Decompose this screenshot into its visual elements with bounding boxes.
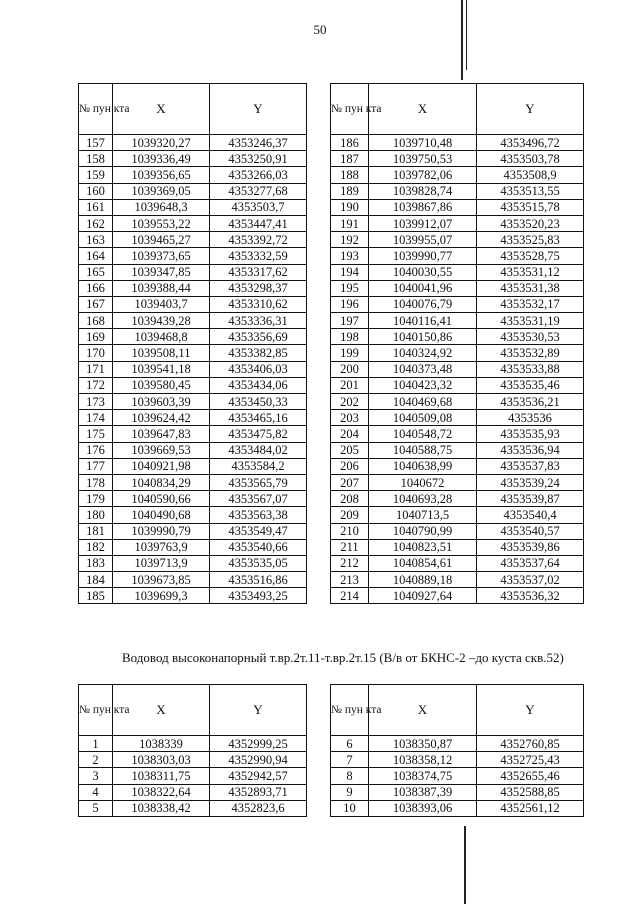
table-row [79, 507, 307, 523]
y-coordinate-cell: 4352561,12 [477, 800, 584, 816]
table-row [331, 377, 584, 393]
y-coordinate-cell: 4353528,75 [477, 248, 584, 264]
y-coordinate-cell: 4352823,6 [210, 800, 307, 816]
table-row [331, 572, 584, 588]
table-row [79, 458, 307, 474]
x-coordinate-cell: 1039990,79 [113, 523, 210, 539]
point-number-cell: 207 [331, 474, 369, 490]
point-number-cell: 179 [79, 491, 113, 507]
y-coordinate-cell: 4353584,2 [210, 458, 307, 474]
table-row [79, 248, 307, 264]
point-number-cell: 169 [79, 329, 113, 345]
point-number-cell: 8 [331, 768, 369, 784]
table-row [331, 264, 584, 280]
table-row [331, 474, 584, 490]
table-row [79, 135, 307, 151]
coordinates-table-2 [330, 83, 584, 604]
table-row [79, 572, 307, 588]
x-coordinate-cell: 1040041,96 [369, 280, 477, 296]
point-number-cell: 184 [79, 572, 113, 588]
x-coordinate-cell: 1040638,99 [369, 458, 477, 474]
x-coordinate-cell: 1039356,65 [113, 167, 210, 183]
table-row [331, 539, 584, 555]
x-coordinate-cell: 1040693,28 [369, 491, 477, 507]
point-number-cell: 178 [79, 474, 113, 490]
x-coordinate-cell: 1039580,45 [113, 377, 210, 393]
point-number-cell: 214 [331, 588, 369, 604]
table-row [79, 264, 307, 280]
x-coordinate-cell: 1039603,39 [113, 394, 210, 410]
x-coordinate-cell: 1038387,39 [369, 784, 477, 800]
header-point-number: № пун кта [331, 84, 369, 135]
y-coordinate-cell: 4353533,88 [477, 361, 584, 377]
header-y: Y [477, 685, 584, 736]
x-coordinate-cell: 1039373,65 [113, 248, 210, 264]
y-coordinate-cell: 4353539,87 [477, 491, 584, 507]
table-row [331, 135, 584, 151]
y-coordinate-cell: 4353298,37 [210, 280, 307, 296]
point-number-cell: 208 [331, 491, 369, 507]
coordinates-table-3 [78, 684, 307, 817]
x-coordinate-cell: 1040927,64 [369, 588, 477, 604]
table-row [331, 232, 584, 248]
x-coordinate-cell: 1040889,18 [369, 572, 477, 588]
header-y: Y [210, 685, 307, 736]
point-number-cell: 182 [79, 539, 113, 555]
y-coordinate-cell: 4353535,93 [477, 426, 584, 442]
x-coordinate-cell: 1040423,32 [369, 377, 477, 393]
point-number-cell: 176 [79, 442, 113, 458]
y-coordinate-cell: 4352725,43 [477, 752, 584, 768]
point-number-cell: 205 [331, 442, 369, 458]
y-coordinate-cell: 4353493,25 [210, 588, 307, 604]
y-coordinate-cell: 4353532,89 [477, 345, 584, 361]
y-coordinate-cell: 4353531,12 [477, 264, 584, 280]
binding-line [464, 826, 466, 904]
page-number: 50 [313, 22, 327, 37]
y-coordinate-cell: 4353549,47 [210, 523, 307, 539]
point-number-cell: 157 [79, 135, 113, 151]
x-coordinate-cell: 1040076,79 [369, 296, 477, 312]
y-coordinate-cell: 4353535,46 [477, 377, 584, 393]
y-coordinate-cell: 4353567,07 [210, 491, 307, 507]
x-coordinate-cell: 1039673,85 [113, 572, 210, 588]
header-x: X [369, 84, 477, 135]
point-number-cell: 7 [331, 752, 369, 768]
point-number-cell: 199 [331, 345, 369, 361]
point-number-cell: 195 [331, 280, 369, 296]
x-coordinate-cell: 1040324,92 [369, 345, 477, 361]
header-x: X [113, 685, 210, 736]
table-row [331, 458, 584, 474]
x-coordinate-cell: 1040790,99 [369, 523, 477, 539]
table-row [331, 394, 584, 410]
y-coordinate-cell: 4353465,16 [210, 410, 307, 426]
x-coordinate-cell: 1039990,77 [369, 248, 477, 264]
point-number-cell: 6 [331, 736, 369, 752]
x-coordinate-cell: 1039508,11 [113, 345, 210, 361]
x-coordinate-cell: 1040150,86 [369, 329, 477, 345]
y-coordinate-cell: 4353356,69 [210, 329, 307, 345]
point-number-cell: 185 [79, 588, 113, 604]
x-coordinate-cell: 1038322,64 [113, 784, 210, 800]
y-coordinate-cell: 4353563,38 [210, 507, 307, 523]
header-point-number: № пун кта [79, 84, 113, 135]
table-row [331, 442, 584, 458]
x-coordinate-cell: 1039465,27 [113, 232, 210, 248]
point-number-cell: 193 [331, 248, 369, 264]
point-number-cell: 166 [79, 280, 113, 296]
y-coordinate-cell: 4353250,91 [210, 151, 307, 167]
x-coordinate-cell: 1039699,3 [113, 588, 210, 604]
y-coordinate-cell: 4353516,86 [210, 572, 307, 588]
y-coordinate-cell: 4353536,94 [477, 442, 584, 458]
point-number-cell: 173 [79, 394, 113, 410]
y-coordinate-cell: 4353531,19 [477, 313, 584, 329]
point-number-cell: 5 [79, 800, 113, 816]
table-row [79, 736, 307, 752]
y-coordinate-cell: 4353450,33 [210, 394, 307, 410]
point-number-cell: 177 [79, 458, 113, 474]
point-number-cell: 171 [79, 361, 113, 377]
header-x: X [113, 84, 210, 135]
x-coordinate-cell: 1039713,9 [113, 555, 210, 571]
point-number-cell: 165 [79, 264, 113, 280]
x-coordinate-cell: 1039710,48 [369, 135, 477, 151]
table-row [331, 280, 584, 296]
table-row [331, 296, 584, 312]
binding-line [461, 0, 463, 80]
table-row [331, 507, 584, 523]
y-coordinate-cell: 4353508,9 [477, 167, 584, 183]
table-row [79, 752, 307, 768]
x-coordinate-cell: 1040373,48 [369, 361, 477, 377]
table-row [79, 539, 307, 555]
y-coordinate-cell: 4353536 [477, 410, 584, 426]
point-number-cell: 210 [331, 523, 369, 539]
y-coordinate-cell: 4353382,85 [210, 345, 307, 361]
x-coordinate-cell: 1040854,61 [369, 555, 477, 571]
point-number-cell: 212 [331, 555, 369, 571]
x-coordinate-cell: 1038393,06 [369, 800, 477, 816]
point-number-cell: 170 [79, 345, 113, 361]
table-row [331, 329, 584, 345]
table-row [79, 784, 307, 800]
table-row [79, 523, 307, 539]
table-row [79, 280, 307, 296]
point-number-cell: 168 [79, 313, 113, 329]
table-row [79, 167, 307, 183]
table-row [331, 410, 584, 426]
y-coordinate-cell: 4352990,94 [210, 752, 307, 768]
table-row [331, 199, 584, 215]
table-row [79, 345, 307, 361]
point-number-cell: 192 [331, 232, 369, 248]
point-number-cell: 183 [79, 555, 113, 571]
point-number-cell: 174 [79, 410, 113, 426]
x-coordinate-cell: 1040548,72 [369, 426, 477, 442]
point-number-cell: 158 [79, 151, 113, 167]
x-coordinate-cell: 1038358,12 [369, 752, 477, 768]
x-coordinate-cell: 1039828,74 [369, 183, 477, 199]
point-number-cell: 175 [79, 426, 113, 442]
point-number-cell: 188 [331, 167, 369, 183]
y-coordinate-cell: 4353536,32 [477, 588, 584, 604]
table-row [331, 588, 584, 604]
point-number-cell: 163 [79, 232, 113, 248]
table-row [79, 377, 307, 393]
y-coordinate-cell: 4352942,57 [210, 768, 307, 784]
table-row [79, 800, 307, 816]
y-coordinate-cell: 4353503,7 [210, 199, 307, 215]
x-coordinate-cell: 1040672 [369, 474, 477, 490]
y-coordinate-cell: 4353484,02 [210, 442, 307, 458]
table-row [331, 752, 584, 768]
x-coordinate-cell: 1040590,66 [113, 491, 210, 507]
point-number-cell: 160 [79, 183, 113, 199]
y-coordinate-cell: 4353392,72 [210, 232, 307, 248]
y-coordinate-cell: 4353310,62 [210, 296, 307, 312]
y-coordinate-cell: 4353539,86 [477, 539, 584, 555]
table-row [331, 345, 584, 361]
y-coordinate-cell: 4353540,66 [210, 539, 307, 555]
point-number-cell: 209 [331, 507, 369, 523]
table-row [79, 426, 307, 442]
point-number-cell: 196 [331, 296, 369, 312]
y-coordinate-cell: 4353246,37 [210, 135, 307, 151]
y-coordinate-cell: 4353277,68 [210, 183, 307, 199]
point-number-cell: 3 [79, 768, 113, 784]
y-coordinate-cell: 4353515,78 [477, 199, 584, 215]
x-coordinate-cell: 1039624,42 [113, 410, 210, 426]
x-coordinate-cell: 1040588,75 [369, 442, 477, 458]
y-coordinate-cell: 4353332,59 [210, 248, 307, 264]
y-coordinate-cell: 4352655,46 [477, 768, 584, 784]
point-number-cell: 189 [331, 183, 369, 199]
table-row [331, 313, 584, 329]
table-row [79, 199, 307, 215]
x-coordinate-cell: 1039553,22 [113, 215, 210, 231]
x-coordinate-cell: 1039320,27 [113, 135, 210, 151]
y-coordinate-cell: 4353525,83 [477, 232, 584, 248]
y-coordinate-cell: 4353496,72 [477, 135, 584, 151]
point-number-cell: 198 [331, 329, 369, 345]
point-number-cell: 202 [331, 394, 369, 410]
x-coordinate-cell: 1040116,41 [369, 313, 477, 329]
y-coordinate-cell: 4352760,85 [477, 736, 584, 752]
x-coordinate-cell: 1040509,08 [369, 410, 477, 426]
table-row [79, 394, 307, 410]
x-coordinate-cell: 1040713,5 [369, 507, 477, 523]
point-number-cell: 203 [331, 410, 369, 426]
binding-line [466, 0, 467, 70]
table-row [331, 784, 584, 800]
x-coordinate-cell: 1039347,85 [113, 264, 210, 280]
x-coordinate-cell: 1040030,55 [369, 264, 477, 280]
y-coordinate-cell: 4353539,24 [477, 474, 584, 490]
point-number-cell: 201 [331, 377, 369, 393]
point-number-cell: 172 [79, 377, 113, 393]
table-row [331, 215, 584, 231]
x-coordinate-cell: 1038338,42 [113, 800, 210, 816]
y-coordinate-cell: 4353336,31 [210, 313, 307, 329]
y-coordinate-cell: 4353447,41 [210, 215, 307, 231]
x-coordinate-cell: 1039647,83 [113, 426, 210, 442]
y-coordinate-cell: 4353532,17 [477, 296, 584, 312]
x-coordinate-cell: 1038339 [113, 736, 210, 752]
y-coordinate-cell: 4353537,64 [477, 555, 584, 571]
y-coordinate-cell: 4352893,71 [210, 784, 307, 800]
table-row [79, 474, 307, 490]
table-row [331, 151, 584, 167]
table-row [79, 442, 307, 458]
table-row [79, 183, 307, 199]
x-coordinate-cell: 1038311,75 [113, 768, 210, 784]
point-number-cell: 197 [331, 313, 369, 329]
table-row [331, 491, 584, 507]
y-coordinate-cell: 4352588,85 [477, 784, 584, 800]
x-coordinate-cell: 1040834,29 [113, 474, 210, 490]
x-coordinate-cell: 1038374,75 [369, 768, 477, 784]
table-row [79, 491, 307, 507]
table-row [79, 361, 307, 377]
table-row [79, 232, 307, 248]
point-number-cell: 161 [79, 199, 113, 215]
y-coordinate-cell: 4353406,03 [210, 361, 307, 377]
point-number-cell: 164 [79, 248, 113, 264]
point-number-cell: 191 [331, 215, 369, 231]
header-y: Y [477, 84, 584, 135]
x-coordinate-cell: 1039763,9 [113, 539, 210, 555]
y-coordinate-cell: 4353540,4 [477, 507, 584, 523]
point-number-cell: 200 [331, 361, 369, 377]
table-row [331, 768, 584, 784]
point-number-cell: 190 [331, 199, 369, 215]
x-coordinate-cell: 1038350,87 [369, 736, 477, 752]
table-row [331, 800, 584, 816]
y-coordinate-cell: 4353317,62 [210, 264, 307, 280]
x-coordinate-cell: 1039648,3 [113, 199, 210, 215]
coordinates-table-1 [78, 83, 307, 604]
y-coordinate-cell: 4353520,23 [477, 215, 584, 231]
x-coordinate-cell: 1040823,51 [369, 539, 477, 555]
x-coordinate-cell: 1038303,03 [113, 752, 210, 768]
point-number-cell: 1 [79, 736, 113, 752]
y-coordinate-cell: 4353535,05 [210, 555, 307, 571]
x-coordinate-cell: 1039669,53 [113, 442, 210, 458]
y-coordinate-cell: 4353530,53 [477, 329, 584, 345]
point-number-cell: 159 [79, 167, 113, 183]
x-coordinate-cell: 1039955,07 [369, 232, 477, 248]
x-coordinate-cell: 1039439,28 [113, 313, 210, 329]
table-row [79, 151, 307, 167]
y-coordinate-cell: 4353565,79 [210, 474, 307, 490]
point-number-cell: 213 [331, 572, 369, 588]
point-number-cell: 181 [79, 523, 113, 539]
table-row [79, 588, 307, 604]
x-coordinate-cell: 1039388,44 [113, 280, 210, 296]
header-point-number: № пун кта [79, 685, 113, 736]
section-caption: Водовод высоконапорный т.вр.2т.11-т.вр.2т.15 (В/в от БКНС-2 –до куста скв.52) [122, 650, 564, 665]
point-number-cell: 180 [79, 507, 113, 523]
point-number-cell: 2 [79, 752, 113, 768]
table-row [79, 215, 307, 231]
x-coordinate-cell: 1039403,7 [113, 296, 210, 312]
point-number-cell: 186 [331, 135, 369, 151]
x-coordinate-cell: 1039336,49 [113, 151, 210, 167]
table-row [79, 313, 307, 329]
x-coordinate-cell: 1039541,18 [113, 361, 210, 377]
x-coordinate-cell: 1039782,06 [369, 167, 477, 183]
table-row [331, 736, 584, 752]
header-x: X [369, 685, 477, 736]
header-point-number: № пун кта [331, 685, 369, 736]
point-number-cell: 9 [331, 784, 369, 800]
table-row [331, 555, 584, 571]
table-row [331, 183, 584, 199]
point-number-cell: 194 [331, 264, 369, 280]
table-row [331, 523, 584, 539]
table-row [331, 167, 584, 183]
point-number-cell: 162 [79, 215, 113, 231]
point-number-cell: 4 [79, 784, 113, 800]
y-coordinate-cell: 4353475,82 [210, 426, 307, 442]
x-coordinate-cell: 1040921,98 [113, 458, 210, 474]
x-coordinate-cell: 1039369,05 [113, 183, 210, 199]
point-number-cell: 167 [79, 296, 113, 312]
point-number-cell: 10 [331, 800, 369, 816]
table-row [79, 410, 307, 426]
y-coordinate-cell: 4353540,57 [477, 523, 584, 539]
table-row [331, 361, 584, 377]
x-coordinate-cell: 1039867,86 [369, 199, 477, 215]
coordinates-table-4 [330, 684, 584, 817]
x-coordinate-cell: 1040469,68 [369, 394, 477, 410]
table-row [331, 248, 584, 264]
table-row [79, 296, 307, 312]
y-coordinate-cell: 4352999,25 [210, 736, 307, 752]
x-coordinate-cell: 1040490,68 [113, 507, 210, 523]
header-y: Y [210, 84, 307, 135]
y-coordinate-cell: 4353531,38 [477, 280, 584, 296]
y-coordinate-cell: 4353503,78 [477, 151, 584, 167]
y-coordinate-cell: 4353513,55 [477, 183, 584, 199]
table-row [79, 555, 307, 571]
y-coordinate-cell: 4353536,21 [477, 394, 584, 410]
x-coordinate-cell: 1039750,53 [369, 151, 477, 167]
point-number-cell: 206 [331, 458, 369, 474]
x-coordinate-cell: 1039912,07 [369, 215, 477, 231]
point-number-cell: 187 [331, 151, 369, 167]
x-coordinate-cell: 1039468,8 [113, 329, 210, 345]
table-row [79, 768, 307, 784]
point-number-cell: 204 [331, 426, 369, 442]
table-row [331, 426, 584, 442]
y-coordinate-cell: 4353537,83 [477, 458, 584, 474]
point-number-cell: 211 [331, 539, 369, 555]
table-row [79, 329, 307, 345]
y-coordinate-cell: 4353537,02 [477, 572, 584, 588]
y-coordinate-cell: 4353266,03 [210, 167, 307, 183]
y-coordinate-cell: 4353434,06 [210, 377, 307, 393]
